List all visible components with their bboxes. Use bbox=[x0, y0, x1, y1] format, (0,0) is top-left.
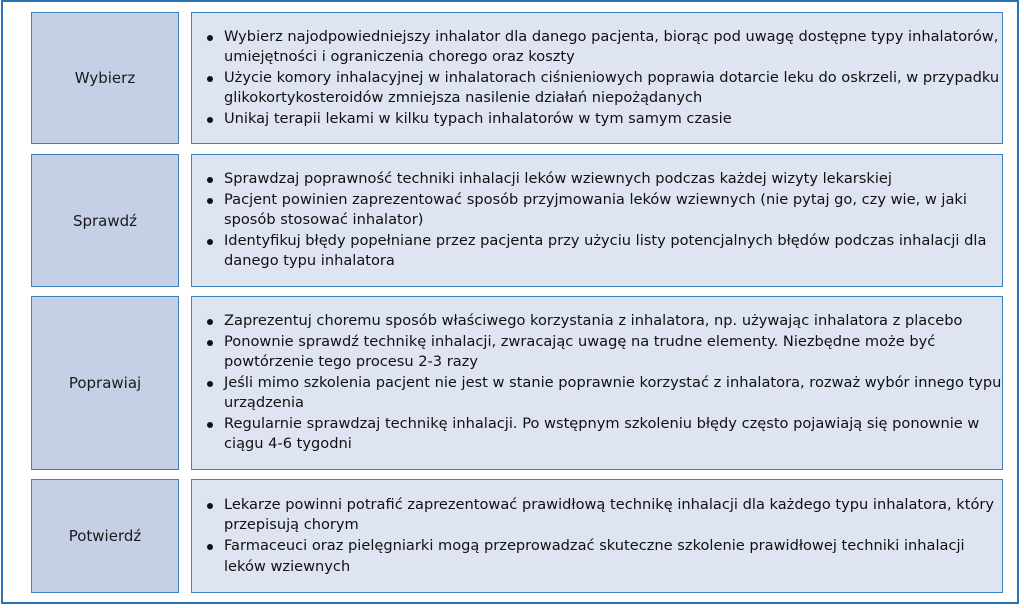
bullet-list bbox=[192, 169, 1002, 272]
step-label-sprawdz: Sprawdź bbox=[31, 154, 179, 287]
row-potwierdz bbox=[31, 479, 1003, 593]
list-item: Jeśli mimo szkolenia pacjent nie jest w stanie poprawnie korzystać z inhalatora, rozważ wybór innego typu urządzenia bbox=[206, 373, 1002, 414]
bullet-list bbox=[192, 495, 1002, 577]
list-item: Użycie komory inhalacyjnej w inhalatorach ciśnieniowych poprawia dotarcie leku do oskrzeli, w przypadku glikokortykosteroidów zmniejsza nasilenie działań niepożądanych bbox=[206, 68, 1002, 109]
list-item: Regularnie sprawdzaj technikę inhalacji. Po wstępnym szkoleniu błędy często pojawiają się ponownie w ciągu 4-6 tygodni bbox=[206, 414, 1002, 455]
list-item: Sprawdzaj poprawność techniki inhalacji leków wziewnych podczas każdej wizyty lekarskiej bbox=[206, 169, 1002, 190]
list-item: Identyfikuj błędy popełniane przez pacjenta przy użyciu listy potencjalnych błędów podczas inhalacji dla danego typu inhalatora bbox=[206, 231, 1002, 272]
list-item: Lekarze powinni potrafić zaprezentować prawidłową technikę inhalacji dla każdego typu inhalatora, który przepisują chorym bbox=[206, 495, 1002, 536]
step-content-sprawdz bbox=[191, 154, 1003, 287]
list-item: Pacjent powinien zaprezentować sposób przyjmowania leków wziewnych (nie pytaj go, czy wie, w jaki sposób stosować inhalator) bbox=[206, 190, 1002, 231]
row-sprawdz bbox=[31, 154, 1003, 287]
bullet-list bbox=[192, 27, 1002, 130]
row-wybierz bbox=[31, 12, 1003, 144]
list-item: Unikaj terapii lekami w kilku typach inhalatorów w tym samym czasie bbox=[206, 109, 1002, 130]
step-label-potwierdz: Potwierdź bbox=[31, 479, 179, 593]
bullet-list bbox=[192, 311, 1002, 455]
step-content-wybierz bbox=[191, 12, 1003, 144]
list-item: Zaprezentuj choremu sposób właściwego korzystania z inhalatora, np. używając inhalatora z placebo bbox=[206, 311, 1002, 332]
list-item: Farmaceuci oraz pielęgniarki mogą przeprowadzać skuteczne szkolenie prawidłowej techniki inhalacji leków wziewnych bbox=[206, 536, 1002, 577]
step-content-poprawiaj bbox=[191, 296, 1003, 470]
step-label-wybierz: Wybierz bbox=[31, 12, 179, 144]
list-item: Ponownie sprawdź technikę inhalacji, zwracając uwagę na trudne elementy. Niezbędne może być powtórzenie tego procesu 2-3 razy bbox=[206, 332, 1002, 373]
step-label-poprawiaj: Poprawiaj bbox=[31, 296, 179, 470]
step-content-potwierdz bbox=[191, 479, 1003, 593]
row-poprawiaj bbox=[31, 296, 1003, 470]
list-item: Wybierz najodpowiedniejszy inhalator dla danego pacjenta, biorąc pod uwagę dostępne typy inhalatorów, umiejętności i ograniczenia chorego oraz koszty bbox=[206, 27, 1002, 68]
